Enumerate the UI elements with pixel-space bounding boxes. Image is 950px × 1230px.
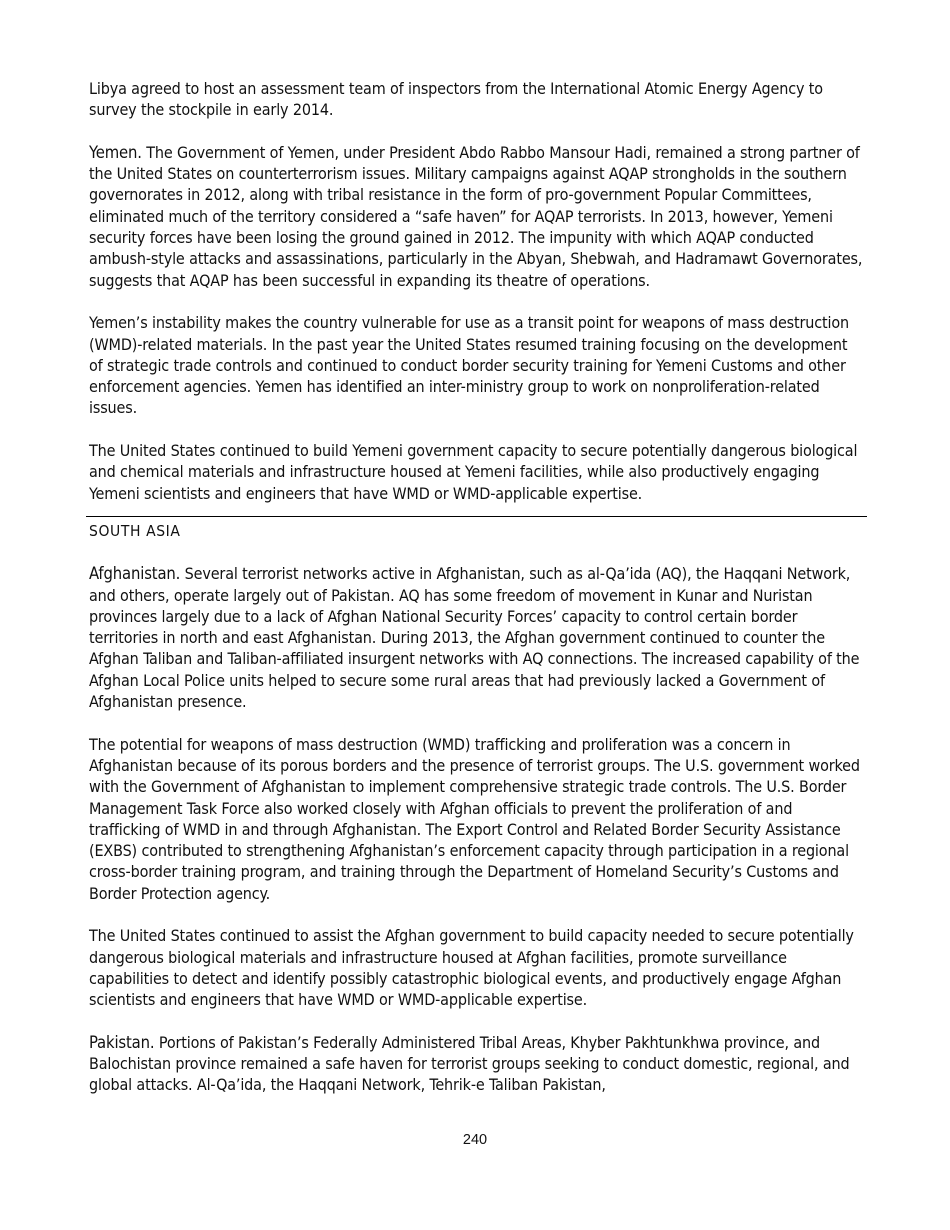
paragraph-afghanistan-capacity xyxy=(89,925,864,1010)
paragraph-text: Libya agreed to host an assessment team of inspectors from the International Atomic Energy Agency to survey the stockpile in early 2014. xyxy=(89,79,823,120)
section-heading-south-asia: SOUTH ASIA xyxy=(89,521,181,540)
paragraph-libya-continued xyxy=(89,78,864,121)
paragraph-lead-pakistan: Pakistan. xyxy=(89,1032,155,1052)
page-number: 240 xyxy=(462,1132,488,1148)
paragraph-yemen-instability xyxy=(89,312,864,418)
paragraph-text: The potential for weapons of mass destruction (WMD) trafficking and proliferation was a concern in Afghanistan because of its porous borders and the presence of terrorist groups. The U.S. government worked with the Government of Afghanistan to implement comprehensive strategic trade controls. The U.S. Border Management Task Force also worked closely with Afghan officials to prevent the proliferation of and trafficking of WMD in and through Afghanistan. The Export Control and Related Border Security Assistance (EXBS) contributed to strengthening Afghanistan’s enforcement capacity through participation in a regional cross-border training program, and training through the Department of Homeland Security’s Customs and Border Protection agency. xyxy=(89,734,860,903)
paragraph-text: Several terrorist networks active in Afghanistan, such as al-Qa’ida (AQ), the Haqqani Network, and others, operate largely out of Pakistan. AQ has some freedom of movement in Kunar and Nuristan provinces largely due to a lack of Afghan National Security Forces’ capacity to control certain border territories in north and east Afghanistan. During 2013, the Afghan government continued to counter the Afghan Taliban and Taliban-affiliated insurgent networks with AQ connections. The increased capability of the Afghan Local Police units helped to secure some rural areas that had previously lacked a Government of Afghanistan presence. xyxy=(89,564,860,712)
paragraph-yemen-capacity xyxy=(89,440,864,504)
paragraph-yemen xyxy=(89,142,864,291)
paragraph-text: The United States continued to build Yemeni government capacity to secure potentially dangerous biological and chemical materials and infrastructure housed at Yemeni facilities, while also productively engaging Yemeni scientists and engineers that have WMD or WMD-applicable expertise. xyxy=(89,441,858,503)
paragraph-text: Portions of Pakistan’s Federally Administered Tribal Areas, Khyber Pakhtunkhwa province, and Balochistan province remained a safe haven for terrorist groups seeking to conduct domestic, regional, and global attacks. Al-Qa’ida, the Haqqani Network, Tehrik-e Taliban Pakistan, xyxy=(89,1032,850,1095)
section-divider xyxy=(86,516,867,517)
paragraph-afghanistan xyxy=(89,563,864,712)
paragraph-text: The United States continued to assist the Afghan government to build capacity needed to secure potentially dangerous biological materials and infrastructure housed at Afghan facilities, promote surveillance capabilities to detect and identify possibly catastrophic biological events, and productively engage Afghan scientists and engineers that have WMD or WMD-applicable expertise. xyxy=(89,926,854,1010)
paragraph-pakistan xyxy=(89,1032,864,1096)
document-page xyxy=(89,78,864,1096)
paragraph-lead-yemen: Yemen. xyxy=(89,142,142,162)
paragraph-lead-afghanistan: Afghanistan. xyxy=(89,564,181,584)
paragraph-afghanistan-wmd xyxy=(89,734,864,904)
paragraph-text: The Government of Yemen, under President Abdo Rabbo Mansour Hadi, remained a strong partner of the United States on counterterrorism issues. Military campaigns against AQAP strongholds in the southern governorates in 2012, along with tribal resistance in the form of pro-government Popular Committees, eliminated much of the territory considered a “safe haven” for AQAP terrorists. In 2013, however, Yemeni security forces have been losing the ground gained in 2012. The impunity with which AQAP conducted ambush-style attacks and assassinations, particularly in the Abyan, Shebwah, and Hadramawt Governorates, suggests that AQAP has been successful in expanding its theatre of operations. xyxy=(89,142,863,290)
paragraph-text: Yemen’s instability makes the country vulnerable for use as a transit point for weapons of mass destruction (WMD)-related materials. In the past year the United States resumed training focusing on the development of strategic trade controls and continued to conduct border security training for Yemeni Customs and other enforcement agencies. Yemen has identified an inter-ministry group to work on nonproliferation-related issues. xyxy=(89,313,849,418)
